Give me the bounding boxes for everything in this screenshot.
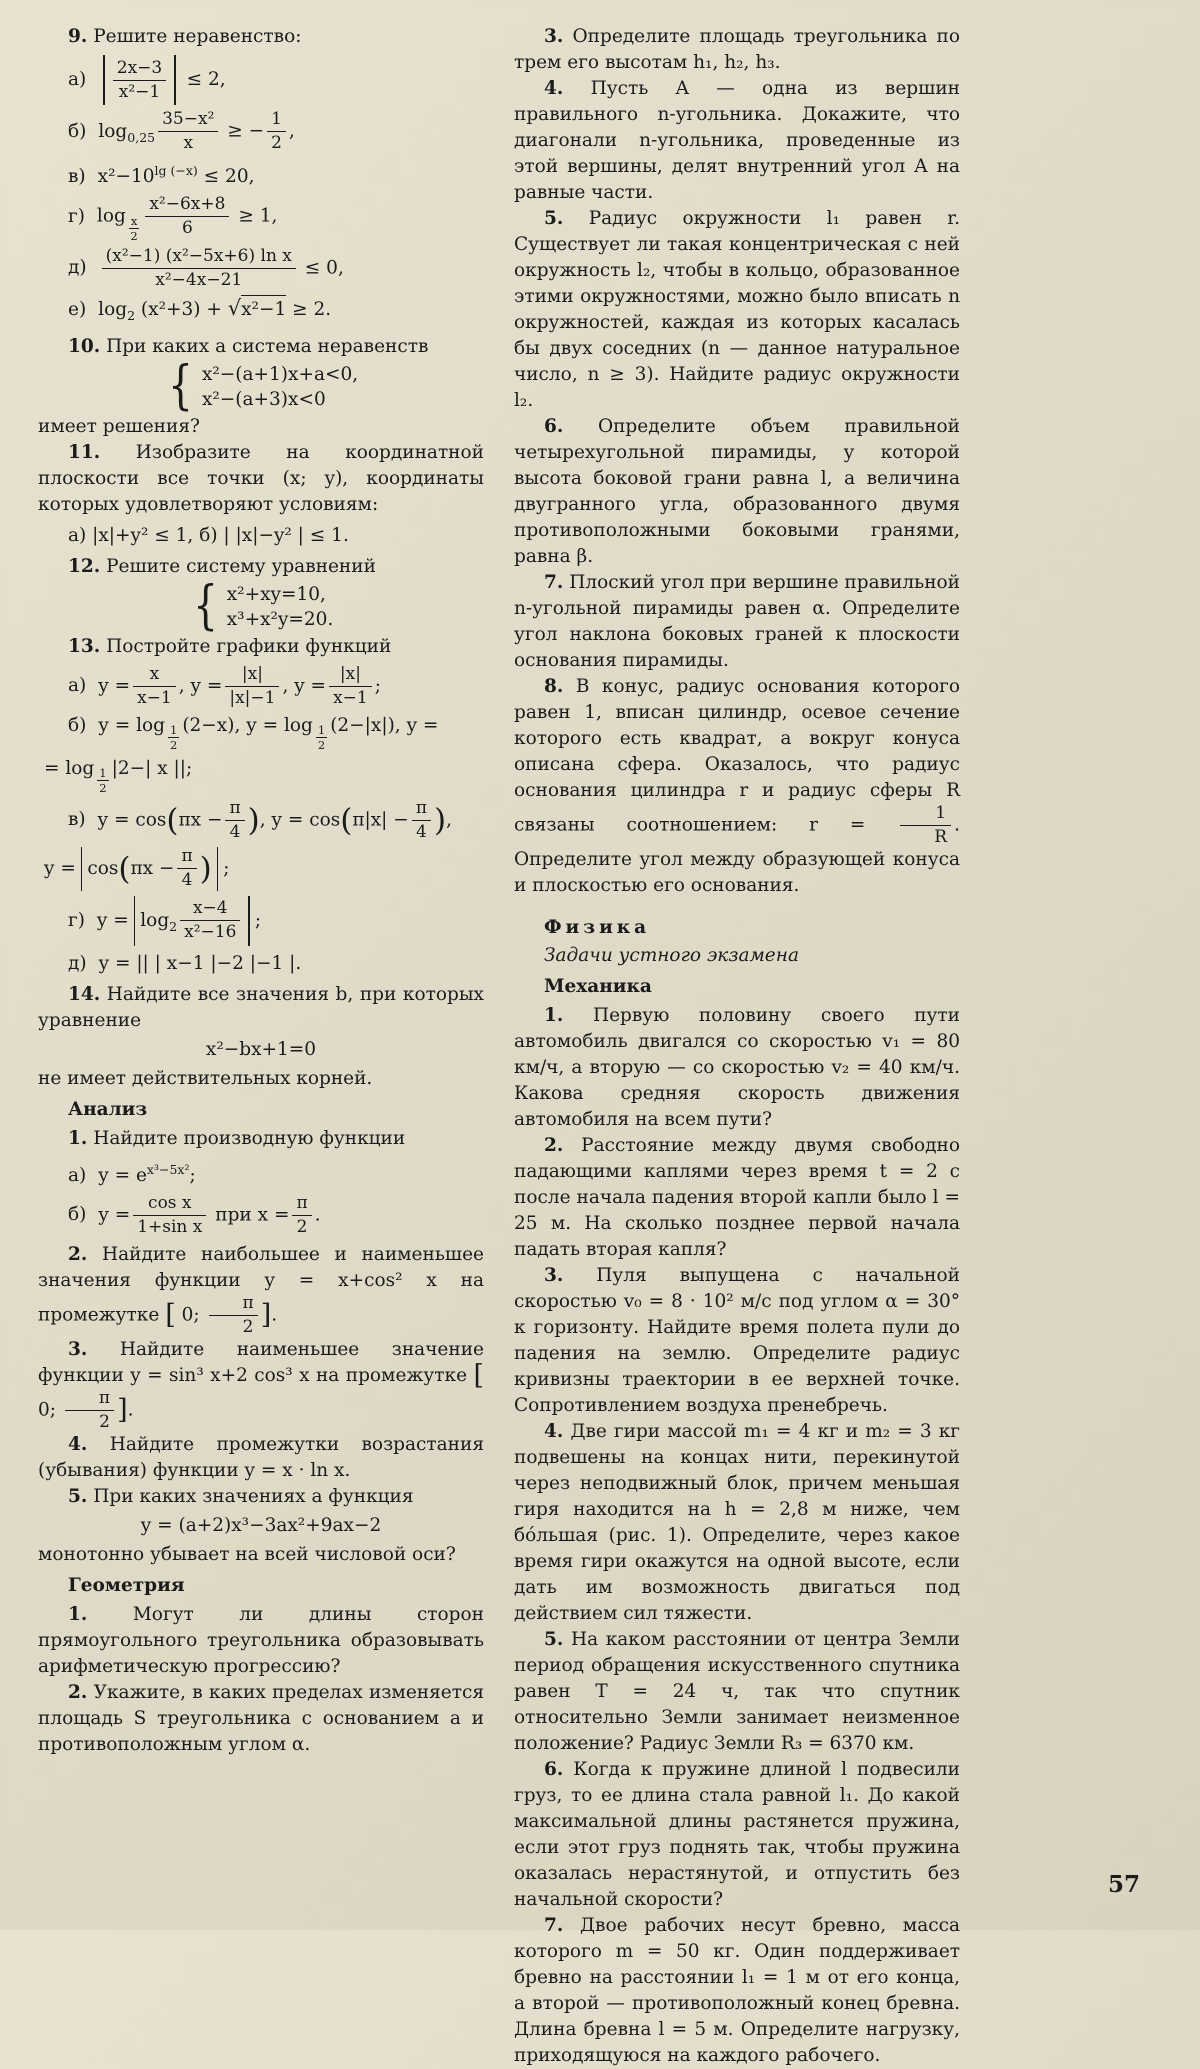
big-paren-left: ( <box>166 802 179 838</box>
big-bracket-right: ] <box>117 1394 128 1425</box>
log-operator: log <box>98 298 128 320</box>
math-text: |2−| x ||; <box>111 757 193 779</box>
section-heading-analysis: Анализ <box>68 1098 148 1120</box>
fraction-denominator: 2 <box>130 228 138 243</box>
fraction-numerator: π <box>209 1294 258 1316</box>
analysis-3 <box>38 1337 484 1432</box>
geometry-1 <box>38 1602 484 1680</box>
fraction-denominator: 2 <box>317 737 326 752</box>
analysis-1-intro <box>38 1126 484 1152</box>
math-text: ; <box>223 857 230 879</box>
formula-13b-line1 <box>68 713 484 751</box>
math-text: ≥ − <box>227 120 265 142</box>
problem-14-intro <box>38 982 484 1034</box>
fraction-denominator: 2 <box>242 1316 254 1337</box>
fraction <box>145 195 229 238</box>
problem-text: Определите площадь треугольника по трем его высотам h₁, h₂, h₃. <box>514 26 961 73</box>
math-text: y = log <box>246 714 313 736</box>
problem-text: На каком расстоянии от центра Земли период обращения искусственного спутника равен T = 24 ч, так что спутник относительно Земли занимает неизменное положение? Радиус Земли R₃ = 6370 км. <box>514 1629 960 1754</box>
formula-label: в) <box>68 809 86 830</box>
math-text: y = cos <box>97 809 167 830</box>
math-text: ; <box>254 909 262 931</box>
fraction-denominator: x−1 <box>333 687 368 708</box>
system-line: x²−(a+3)x<0 <box>201 388 326 410</box>
geometry-7 <box>514 570 960 674</box>
math-base: y = e <box>98 1164 147 1186</box>
problem-number: 7. <box>544 572 564 593</box>
fraction <box>209 1294 258 1337</box>
problem-number: 2. <box>544 1135 564 1156</box>
math-text: = log <box>44 757 95 779</box>
log-operator: log <box>96 205 126 227</box>
math-text: ≥ 1, <box>238 205 278 227</box>
fraction-numerator: π <box>65 1389 114 1411</box>
formula-label: б) <box>68 1204 87 1225</box>
math-text: . <box>314 1204 321 1225</box>
radicand: x²−1 <box>241 295 286 323</box>
problem-number: 5. <box>544 208 564 229</box>
problem-text: Постройте графики функций <box>106 635 392 657</box>
fraction-denominator: x²−16 <box>184 922 237 942</box>
problem-text: При каких значениях a функция <box>93 1485 414 1507</box>
math-text: y = <box>98 675 131 696</box>
problem-number: 6. <box>544 1759 564 1780</box>
mechanics-6 <box>514 1757 960 1913</box>
math-rhs: ; <box>189 1164 196 1186</box>
math-text: (x²+3) + <box>135 298 228 320</box>
problem-number: 5. <box>544 1629 564 1650</box>
fraction <box>225 665 279 708</box>
problem-number: 4. <box>68 1433 88 1455</box>
problem-text: Найдите производную функции <box>93 1127 406 1149</box>
fraction-numerator: x <box>133 665 176 687</box>
big-paren-right: ) <box>434 802 447 838</box>
big-bracket-left: [ <box>473 1359 484 1391</box>
big-paren-left: ( <box>118 850 131 887</box>
mechanics-3 <box>514 1263 960 1419</box>
fraction-numerator: 35−x² <box>158 110 218 132</box>
fraction-numerator: π <box>412 799 431 821</box>
fraction <box>412 799 431 842</box>
formula-9e <box>68 295 484 329</box>
problem-text: Найдите наименьшее значение функции y = sin³ x+2 cos³ x на промежутке <box>38 1338 484 1386</box>
log-base-subscript: 2 <box>127 307 136 323</box>
physics-subtitle: Задачи устного экзамена <box>544 945 799 966</box>
exponent: lg (−x) <box>154 163 198 178</box>
fraction <box>329 665 372 708</box>
problem-text: При каких a система неравенств <box>106 335 429 357</box>
formula-13a <box>68 665 484 708</box>
big-paren-right: ) <box>247 802 260 838</box>
radical-sign: √ <box>227 295 242 320</box>
problem-10-end: имеет решения? <box>38 415 200 437</box>
problem-text: Пуля выпущена с начальной скоростью v₀ = 8 · 10² м/с под углом α = 30° к горизонту. Найдите время полета пули до падения на землю. Определите радиус кривизны траектории в ее верхней точке. Сопротивлением воздуха пренебречь. <box>514 1265 960 1416</box>
math-text: y = cos <box>271 809 341 830</box>
problem-number: 3. <box>544 1265 564 1286</box>
problem-text: В конус, радиус основания которого равен 1, вписан цилиндр, осевое сечение которого есть квадрат, а вокруг конуса описана сфера. Оказалось, что радиус основания цилиндра r и радиус сферы R связаны соотношением: r = <box>514 676 960 836</box>
formula-label: а) <box>68 69 87 90</box>
problem-text: Двое рабочих несут бревно, масса которого m = 50 кг. Один поддерживает бревно на расстоянии l₁ = 1 м от его конца, а второй — противоположный конец бревна. Длина бревна l = 5 м. Определите нагрузку, приходящуюся на каждого рабочего. <box>514 1915 960 2066</box>
fraction-denominator: R <box>934 827 948 847</box>
math-text: πx − <box>178 809 223 830</box>
mechanics-4 <box>514 1419 960 1627</box>
fraction-numerator: |x| <box>329 665 372 687</box>
math-text: ≤ 0, <box>304 257 344 278</box>
log-base-fraction <box>97 767 108 794</box>
abs-bar <box>81 847 83 891</box>
fraction-denominator: 2 <box>296 1216 308 1237</box>
fraction <box>113 59 166 102</box>
math-base: x²−10 <box>97 166 155 187</box>
problem-text: Найдите все значения b, при которых уравнение <box>38 983 484 1031</box>
math-text: . <box>127 1399 134 1420</box>
fraction-numerator: π <box>292 1194 311 1216</box>
fraction-numerator: π <box>177 847 196 869</box>
fraction <box>65 1389 114 1432</box>
mechanics-7 <box>514 1913 960 2069</box>
system-line: x³+x²y=20. <box>226 608 334 630</box>
problem-number: 7. <box>544 1915 564 1936</box>
problem-number: 12. <box>68 555 101 577</box>
problem-text: . Определите угол между образующей конуса и плоскостью его основания. <box>514 814 960 896</box>
formula-11: а) |x|+y² ≤ 1, б) | |x|−y² | ≤ 1. <box>68 524 349 546</box>
problem-10-intro <box>38 334 484 360</box>
geometry-6 <box>514 414 960 570</box>
big-paren-left: ( <box>340 802 353 838</box>
system-lines <box>202 362 358 412</box>
problem-text: Решите систему уравнений <box>106 555 376 577</box>
math-text: y = <box>98 1204 131 1225</box>
problem-text: Когда к пружине длиной l подвесили груз, то ее длина стала равной l₁. До какой максимальной длины растянется пружина, если этот груз поднять так, чтобы пружина оказалась нерастянутой, и отпустить без начальной скорости? <box>514 1759 960 1910</box>
mechanics-2 <box>514 1133 960 1263</box>
formula-label: б) <box>68 714 87 736</box>
math-text: cos <box>87 857 119 879</box>
fraction-denominator: 4 <box>229 821 241 842</box>
problem-number: 3. <box>68 1338 88 1360</box>
problem-9-intro <box>38 24 484 50</box>
fraction-denominator: x <box>183 133 194 153</box>
fraction <box>900 804 951 847</box>
problem-14-end: не имеет действительных корней. <box>38 1067 373 1089</box>
problem-text: Первую половину своего пути автомобиль двигался со скоростью v₁ = 80 км/ч, а вторую — со скоростью v₂ = 40 км/ч. Какова средняя скорость движения автомобиля на всем пути? <box>514 1005 960 1130</box>
analysis-5-end: монотонно убывает на всей числовой оси? <box>38 1543 456 1565</box>
math-text: y = log <box>98 714 165 736</box>
problem-text: Изобразите на координатной плоскости все точки (x; y), координаты которых удовлетворяют условиям: <box>38 441 484 515</box>
fraction-numerator: |x| <box>225 665 279 687</box>
fraction <box>225 799 244 842</box>
formula-label: г) <box>68 205 85 227</box>
problem-text: Найдите промежутки возрастания (убывания) функции y = x · ln x. <box>38 1433 484 1481</box>
analysis-2 <box>38 1242 484 1337</box>
math-text: , <box>446 809 452 830</box>
math-text: , y = <box>178 675 223 696</box>
fraction-denominator: |x|−1 <box>229 687 276 708</box>
fraction-denominator: 2 <box>169 737 178 752</box>
section-heading-physics: Физика <box>544 917 651 938</box>
fraction-denominator: 4 <box>181 870 193 890</box>
formula-label: а) <box>68 1164 87 1186</box>
fraction-numerator: 1 <box>900 804 951 826</box>
section-heading-geometry: Геометрия <box>68 1574 185 1596</box>
math-text: ; <box>374 675 381 696</box>
system-line: x²−(a+1)x+a<0, <box>201 363 359 385</box>
formula-13b-line2 <box>44 756 484 794</box>
log-base-fraction <box>168 724 179 751</box>
problem-12-intro <box>38 554 484 580</box>
math-text: π|x| − <box>352 809 409 830</box>
problem-text: Укажите, в каких пределах изменяется площадь S треугольника с основанием a и противоположным углом α. <box>38 1681 484 1755</box>
log-base-subscript: 2 <box>169 918 178 934</box>
left-column <box>38 24 484 2069</box>
fraction-denominator: 6 <box>181 218 193 238</box>
abs-bar <box>134 896 136 946</box>
fraction-denominator: x−1 <box>137 687 172 708</box>
formula-9a <box>68 55 484 105</box>
geometry-8 <box>514 674 960 899</box>
right-column <box>514 24 960 2069</box>
mechanics-5 <box>514 1627 960 1757</box>
analysis-4 <box>38 1432 484 1484</box>
math-text: ≤ 2, <box>186 69 226 90</box>
fraction <box>292 1194 311 1237</box>
problem-13-intro <box>38 634 484 660</box>
formula-label: д) <box>68 952 87 974</box>
big-bracket-right: ] <box>260 1299 272 1330</box>
formula-label: д) <box>68 257 87 278</box>
geometry-3 <box>514 24 960 76</box>
log-operator: log <box>140 909 170 931</box>
fraction-numerator: 1 <box>169 722 178 737</box>
fraction-denominator: x²−1 <box>118 81 161 102</box>
formula-analysis-5: y = (a+2)x³−3ax²+9ax−2 <box>140 1514 382 1536</box>
log-base-fraction <box>129 215 140 242</box>
problem-number: 13. <box>68 635 101 657</box>
math-text: y = <box>406 714 439 736</box>
problem-number: 1. <box>544 1005 564 1026</box>
formula-label: г) <box>68 909 85 931</box>
formula-label: б) <box>68 120 87 142</box>
problem-number: 1. <box>68 1127 88 1149</box>
formula-9v <box>68 158 484 190</box>
formula-13v-line1 <box>68 799 484 842</box>
analysis-5-intro <box>38 1484 484 1510</box>
abs-bar <box>174 55 176 105</box>
page-number: 57 <box>1107 1871 1140 1898</box>
abs-bar <box>217 847 219 891</box>
math-text: при x = <box>209 1204 290 1225</box>
exponent: x³−5x² <box>146 1161 190 1177</box>
math-text: y = <box>96 909 129 931</box>
fraction-denominator: 1+sin x <box>137 1216 203 1237</box>
fraction-numerator: π <box>225 799 244 821</box>
math-text <box>140 909 178 934</box>
fraction-numerator: x−4 <box>180 899 240 921</box>
fraction <box>180 899 240 942</box>
problem-number: 14. <box>68 983 101 1005</box>
system-line: x²+xy=10, <box>226 583 326 605</box>
problem-number: 10. <box>68 335 101 357</box>
math-text: , y = <box>282 675 327 696</box>
problem-number: 1. <box>68 1603 88 1625</box>
math-text <box>98 295 332 323</box>
fraction-denominator: 2 <box>271 133 282 153</box>
geometry-2 <box>38 1680 484 1758</box>
formula-analysis-1a <box>68 1157 484 1189</box>
geometry-4 <box>514 76 960 206</box>
formula-13d <box>68 951 484 977</box>
big-bracket-left: [ <box>165 1299 176 1330</box>
mechanics-1 <box>514 1003 960 1133</box>
problem-number: 5. <box>68 1485 88 1507</box>
system-brace: { <box>167 356 193 417</box>
formula-9d <box>68 247 484 290</box>
system-12 <box>38 576 484 637</box>
problem-text: Две гири массой m₁ = 4 кг и m₂ = 3 кг подвешены на концах нити, перекинутой через неподвижный блок, причем меньшая гиря находится на h = 2,8 м ниже, чем бо́льшая (рис. 1). Определите, через какое время гири окажутся на одной высоте, если дать им возможность двигаться под действием сил тяжести. <box>514 1421 960 1624</box>
fraction <box>133 665 176 708</box>
problem-number: 8. <box>544 676 564 697</box>
problem-number: 9. <box>68 26 88 47</box>
math-text: , <box>259 809 266 830</box>
fraction-denominator: 2 <box>99 780 107 795</box>
formula-9g <box>68 195 484 242</box>
math-rhs: ≤ 20, <box>197 166 255 187</box>
formula-label: в) <box>68 166 86 187</box>
abs-bar <box>248 896 250 946</box>
formula-14: x²−bx+1=0 <box>205 1038 317 1060</box>
math-text: (2−|x|), <box>330 714 401 736</box>
fraction-numerator: x²−6x+8 <box>145 195 229 217</box>
fraction <box>102 247 296 290</box>
abs-bar <box>103 55 105 105</box>
formula-label: е) <box>68 298 87 320</box>
problem-number: 2. <box>68 1681 88 1703</box>
fraction <box>158 110 218 153</box>
problem-text: Плоский угол при вершине правильной n-угольной пирамиды равен α. Определите угол наклона боковых граней к плоскости основания пирамиды. <box>514 572 960 671</box>
problem-text: Могут ли длины сторон прямоугольного треугольника образовывать арифметическую прогрессию? <box>38 1603 484 1677</box>
system-brace: { <box>192 576 218 637</box>
math-text: y = <box>44 857 76 879</box>
fraction <box>133 1194 206 1237</box>
fraction-numerator: 1 <box>317 722 326 737</box>
system-lines <box>227 582 334 632</box>
problem-number: 6. <box>544 416 564 437</box>
math-text <box>98 120 156 145</box>
math-text: . <box>271 1304 278 1325</box>
problem-11-intro <box>38 440 484 518</box>
math-text: , <box>289 120 295 142</box>
math-text: (2−x), <box>182 714 241 736</box>
system-10 <box>38 356 484 417</box>
problem-number: 4. <box>544 78 564 99</box>
geometry-5 <box>514 206 960 414</box>
math-text: y = || | x−1 |−2 |−1 |. <box>98 952 302 974</box>
fraction <box>177 847 196 890</box>
problem-number: 2. <box>68 1243 88 1265</box>
problem-text: Расстояние между двумя свободно падающими каплями через время t = 2 с после начала падения второй капли было l = 25 м. На сколько позднее первой начала падать вторая капля? <box>514 1135 960 1260</box>
formula-analysis-1b <box>68 1194 484 1237</box>
math-text <box>97 163 255 187</box>
log-base-subscript: 0,25 <box>127 129 156 145</box>
fraction-numerator: 2x−3 <box>113 59 166 81</box>
math-text: 0; <box>38 1399 62 1420</box>
problem-number: 3. <box>544 26 564 47</box>
fraction-numerator: 1 <box>267 110 286 132</box>
big-paren-right: ) <box>199 850 212 887</box>
section-heading-mechanics: Механика <box>544 976 652 997</box>
math-text <box>98 1161 196 1186</box>
formula-13v-line2 <box>44 847 484 891</box>
problem-number: 4. <box>544 1421 564 1442</box>
formula-9b <box>68 110 484 153</box>
problem-text: Решите неравенство: <box>93 26 302 47</box>
log-operator: log <box>98 120 128 142</box>
math-text: πx − <box>130 857 175 879</box>
fraction-numerator: 1 <box>99 765 107 780</box>
fraction-numerator: cos x <box>133 1194 206 1216</box>
fraction <box>267 110 286 153</box>
problem-text: Найдите наибольшее и наименьшее значения функции y = x+cos² x на промежутке <box>38 1243 484 1325</box>
fraction-numerator: x <box>130 213 138 228</box>
problem-text: Радиус окружности l₁ равен r. Существует ли такая концентрическая с ней окружность l₂, чтобы в кольцо, образованное этими окружностями, можно было вписать n окружностей, каждая из которых касалась бы двух соседних (n — данное натуральное число, n ≥ 3). Найдите радиус окружности l₂. <box>514 208 960 411</box>
problem-text: Определите объем правильной четырехугольной пирамиды, у которой высота боковой грани равна l, а величина двугранного угла, образованного двумя противоположными боковыми гранями, равна β. <box>514 416 960 567</box>
problem-text: Пусть A — одна из вершин правильного n-угольника. Докажите, что диагонали n-угольника, проведенные из этой вершины, делят внутренний угол A на равные части. <box>514 78 960 203</box>
fraction-numerator: (x²−1) (x²−5x+6) ln x <box>102 247 296 269</box>
formula-label: а) <box>68 675 87 696</box>
fraction-denominator: 4 <box>415 821 427 842</box>
math-rhs: ≥ 2. <box>286 298 332 320</box>
formula-13g <box>68 896 484 946</box>
math-text: 0; <box>175 1304 206 1325</box>
log-base-fraction <box>316 724 327 751</box>
fraction-denominator: x²−4x−21 <box>155 269 243 290</box>
fraction-denominator: 2 <box>99 1411 110 1432</box>
problem-number: 11. <box>68 441 101 463</box>
